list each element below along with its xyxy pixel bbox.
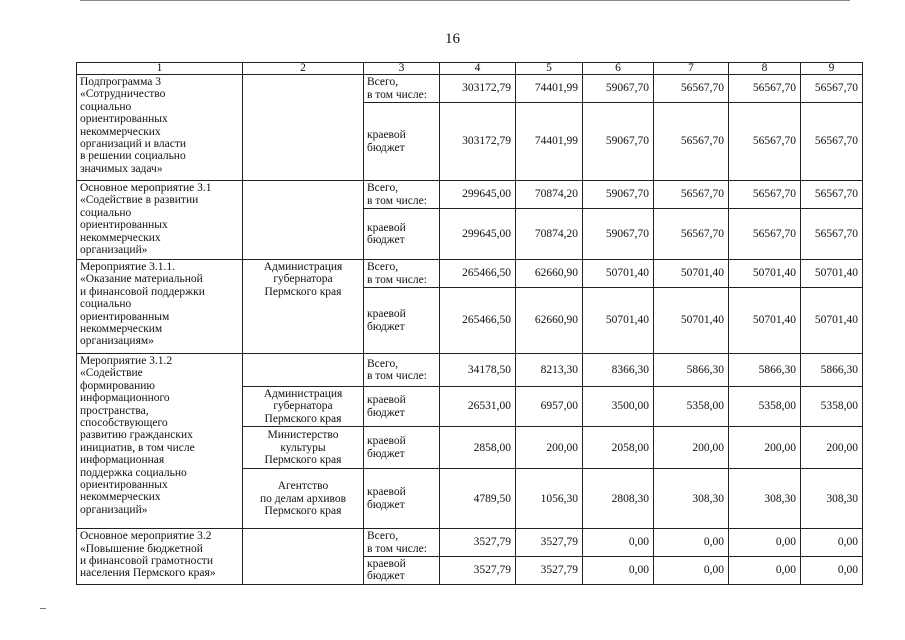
table-row — [77, 260, 863, 288]
source-label-regional: краевой бюджет — [364, 557, 440, 585]
value-cell: 50701,40 — [583, 288, 654, 354]
value-cell: 56567,70 — [729, 75, 801, 103]
value-cell: 56567,70 — [654, 75, 729, 103]
value-cell: 3527,79 — [516, 529, 583, 557]
value-cell: 74401,99 — [516, 75, 583, 103]
value-cell: 5358,00 — [801, 387, 863, 427]
value-cell: 50701,40 — [583, 260, 654, 288]
value-cell: 56567,70 — [801, 209, 863, 260]
value-cell: 56567,70 — [729, 181, 801, 209]
value-cell: 200,00 — [729, 427, 801, 469]
header-cell-3: 3 — [364, 63, 440, 75]
header-cell-8: 8 — [729, 63, 801, 75]
value-cell: 0,00 — [583, 529, 654, 557]
table-row — [77, 75, 863, 103]
executor-cell: Администрация губернатора Пермского края — [243, 260, 364, 354]
value-cell: 56567,70 — [801, 75, 863, 103]
header-cell-9: 9 — [801, 63, 863, 75]
value-cell: 265466,50 — [440, 288, 516, 354]
value-cell: 308,30 — [654, 469, 729, 529]
source-label-regional: краевой бюджет — [364, 387, 440, 427]
section-name: Основное мероприятие 3.2 «Повышение бюджетной и финансовой грамотности населения Пермского края» — [77, 529, 243, 585]
value-cell: 200,00 — [654, 427, 729, 469]
value-cell: 34178,50 — [440, 354, 516, 387]
page-number: 16 — [445, 31, 460, 47]
value-cell: 2808,30 — [583, 469, 654, 529]
executor-cell: Администрация губернатора Пермского края — [243, 387, 364, 427]
executor-cell — [243, 529, 364, 585]
source-label-regional: краевой бюджет — [364, 209, 440, 260]
margin-mark — [40, 608, 46, 609]
source-label-total: Всего, в том числе: — [364, 529, 440, 557]
value-cell: 59067,70 — [583, 75, 654, 103]
value-cell: 56567,70 — [801, 103, 863, 181]
executor-cell — [243, 181, 364, 260]
section-name: Основное мероприятие 3.1 «Содействие в развитии социально ориентированных некоммерческих организаций» — [77, 181, 243, 260]
source-label-regional: краевой бюджет — [364, 103, 440, 181]
value-cell: 5866,30 — [729, 354, 801, 387]
value-cell: 0,00 — [729, 529, 801, 557]
value-cell: 50701,40 — [801, 288, 863, 354]
value-cell: 265466,50 — [440, 260, 516, 288]
value-cell: 56567,70 — [729, 103, 801, 181]
source-label-regional: краевой бюджет — [364, 427, 440, 469]
executor-cell: Агентство по делам архивов Пермского края — [243, 469, 364, 529]
value-cell: 3527,79 — [440, 529, 516, 557]
value-cell: 5358,00 — [729, 387, 801, 427]
executor-cell — [243, 75, 364, 181]
value-cell: 74401,99 — [516, 103, 583, 181]
value-cell: 1056,30 — [516, 469, 583, 529]
value-cell: 303172,79 — [440, 103, 516, 181]
header-cell-5: 5 — [516, 63, 583, 75]
section-name: Подпрограмма 3 «Сотрудничество социально ориентированных некоммерческих организаций и власти в решении социально значимых задач» — [77, 75, 243, 181]
value-cell: 8213,30 — [516, 354, 583, 387]
section-name: Мероприятие 3.1.1. «Оказание материальной и финансовой поддержки социально ориентированным некоммерческим организациям» — [77, 260, 243, 354]
value-cell: 70874,20 — [516, 209, 583, 260]
value-cell: 56567,70 — [654, 103, 729, 181]
value-cell: 62660,90 — [516, 288, 583, 354]
value-cell: 0,00 — [654, 557, 729, 585]
value-cell: 56567,70 — [654, 209, 729, 260]
value-cell: 56567,70 — [654, 181, 729, 209]
executor-cell: Министерство культуры Пермского края — [243, 427, 364, 469]
value-cell: 50701,40 — [729, 288, 801, 354]
value-cell: 26531,00 — [440, 387, 516, 427]
value-cell: 2858,00 — [440, 427, 516, 469]
value-cell: 62660,90 — [516, 260, 583, 288]
value-cell: 200,00 — [801, 427, 863, 469]
value-cell: 3527,79 — [440, 557, 516, 585]
source-label-total: Всего, в том числе: — [364, 354, 440, 387]
value-cell: 56567,70 — [729, 209, 801, 260]
source-label-regional: краевой бюджет — [364, 469, 440, 529]
value-cell: 3500,00 — [583, 387, 654, 427]
value-cell: 59067,70 — [583, 209, 654, 260]
value-cell: 50701,40 — [801, 260, 863, 288]
value-cell: 308,30 — [801, 469, 863, 529]
value-cell: 5866,30 — [801, 354, 863, 387]
table-row — [77, 529, 863, 557]
value-cell: 50701,40 — [654, 260, 729, 288]
value-cell: 8366,30 — [583, 354, 654, 387]
header-row — [77, 63, 863, 75]
section-name: Мероприятие 3.1.2 «Содействие формированию информационного пространства, способствующего развитию гражданских инициатив, в том числе информационная поддержка социально ориентированных некоммерческих организаций» — [77, 354, 243, 529]
value-cell: 6957,00 — [516, 387, 583, 427]
header-cell-1: 1 — [77, 63, 243, 75]
value-cell: 4789,50 — [440, 469, 516, 529]
top-rule — [80, 0, 850, 1]
value-cell: 56567,70 — [801, 181, 863, 209]
value-cell: 0,00 — [654, 529, 729, 557]
value-cell: 200,00 — [516, 427, 583, 469]
value-cell: 0,00 — [583, 557, 654, 585]
source-label-total: Всего, в том числе: — [364, 75, 440, 103]
value-cell: 5358,00 — [654, 387, 729, 427]
source-label-regional: краевой бюджет — [364, 288, 440, 354]
value-cell: 50701,40 — [654, 288, 729, 354]
source-label-total: Всего, в том числе: — [364, 260, 440, 288]
value-cell: 303172,79 — [440, 75, 516, 103]
value-cell: 70874,20 — [516, 181, 583, 209]
value-cell: 0,00 — [801, 529, 863, 557]
table-row — [77, 354, 863, 387]
value-cell: 3527,79 — [516, 557, 583, 585]
value-cell: 0,00 — [729, 557, 801, 585]
value-cell: 299645,00 — [440, 209, 516, 260]
budget-table — [76, 62, 863, 585]
value-cell: 2058,00 — [583, 427, 654, 469]
header-cell-7: 7 — [654, 63, 729, 75]
value-cell: 299645,00 — [440, 181, 516, 209]
value-cell: 50701,40 — [729, 260, 801, 288]
value-cell: 5866,30 — [654, 354, 729, 387]
executor-cell — [243, 354, 364, 387]
table-row — [77, 181, 863, 209]
header-cell-4: 4 — [440, 63, 516, 75]
value-cell: 59067,70 — [583, 103, 654, 181]
header-cell-2: 2 — [243, 63, 364, 75]
source-label-total: Всего, в том числе: — [364, 181, 440, 209]
header-cell-6: 6 — [583, 63, 654, 75]
value-cell: 308,30 — [729, 469, 801, 529]
value-cell: 59067,70 — [583, 181, 654, 209]
value-cell: 0,00 — [801, 557, 863, 585]
